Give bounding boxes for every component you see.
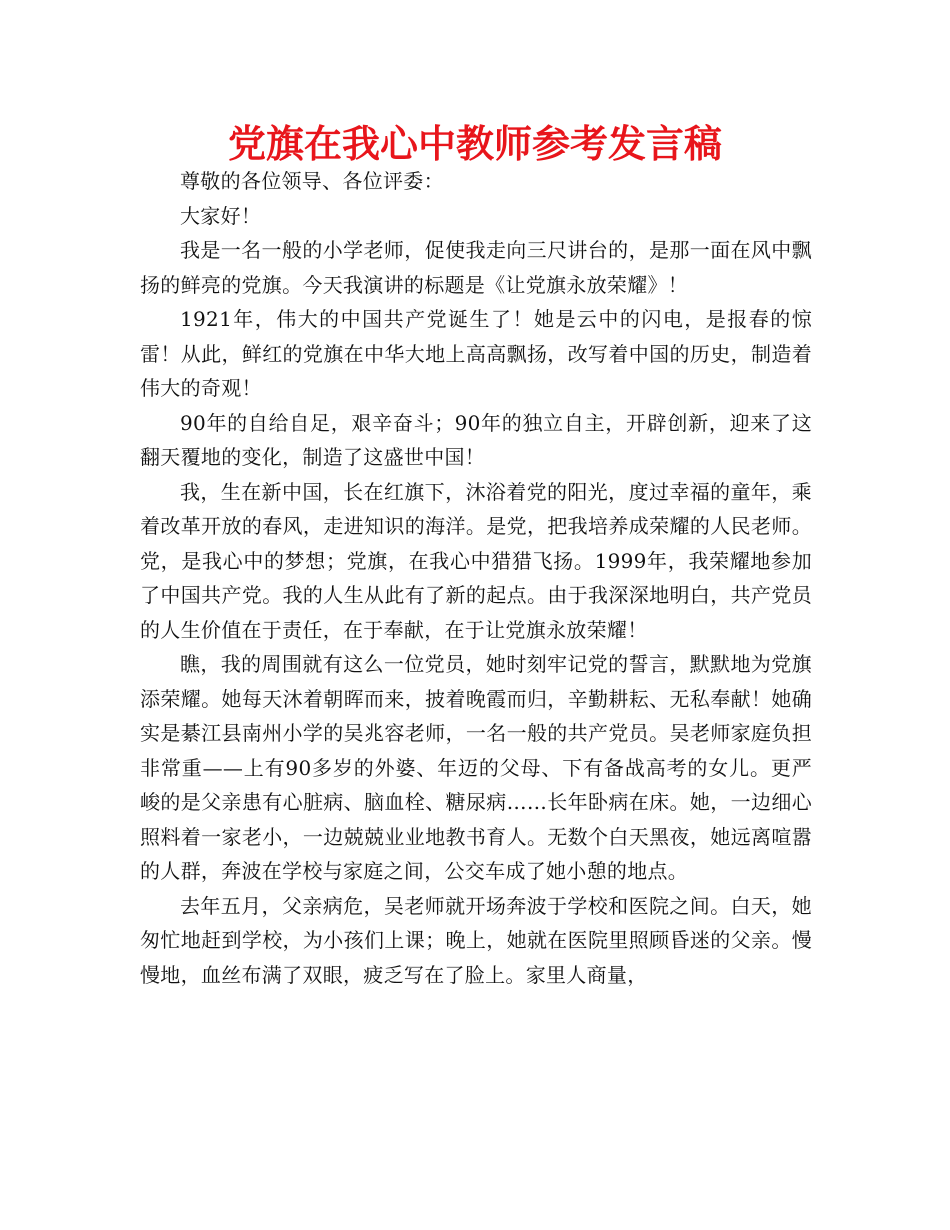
paragraph: 90年的自给自足，艰辛奋斗；90年的独立自主，开辟创新，迎来了这翻天覆地的变化，制造了这盛世中国！ (140, 410, 812, 469)
paragraph: 我，生在新中国，长在红旗下，沐浴着党的阳光，度过幸福的童年，乘着改革开放的春风，走进知识的海洋。是党，把我培养成荣耀的人民老师。党，是我心中的梦想；党旗，在我心中猎猎飞扬。1999年，我荣耀地参加了中国共产党。我的人生从此有了新的起点。由于我深深地明白，共产党员的人生价值在于责任，在于奉献，在于让党旗永放荣耀！ (140, 479, 812, 642)
paragraph-salutation: 尊敬的各位领导、各位评委： (180, 169, 444, 193)
paragraph: 瞧，我的周围就有这么一位党员，她时刻牢记党的誓言，默默地为党旗添荣耀。她每天沐着朝晖而来，披着晚霞而归，辛勤耕耘、无私奉献！她确实是綦江县南州小学的吴兆容老师，一名一般的共产党员。吴老师家庭负担非常重——上有90多岁的外婆、年迈的父母、下有备战高考的女儿。更严峻的是父亲患有心脏病、脑血栓、糖尿病……长年卧病在床。她，一边细心照料着一家老小，一边兢兢业业地教书育人。无数个白天黑夜，她远离喧嚣的人群，奔波在学校与家庭之间，公交车成了她小憩的地点。 (140, 652, 812, 883)
paragraph: 1921年，伟大的中国共产党诞生了！她是云中的闪电，是报春的惊雷！从此，鲜红的党旗在中华大地上高高飘扬，改写着中国的历史，制造着伟大的奇观！ (140, 307, 812, 400)
document-title: 党旗在我心中教师参考发言稿 (227, 122, 722, 166)
paragraph: 我是一名一般的小学老师，促使我走向三尺讲台的，是那一面在风中飘扬的鲜亮的党旗。今天我演讲的标题是《让党旗永放荣耀》！ (140, 238, 812, 297)
paragraph-greeting: 大家好！ (180, 203, 262, 228)
document-body (140, 164, 812, 992)
paragraph: 去年五月，父亲病危，吴老师就开场奔波于学校和医院之间。白天，她匆忙地赶到学校，为小孩们上课；晚上，她就在医院里照顾昏迷的父亲。慢慢地，血丝布满了双眼，疲乏写在了脸上。家里人商量， (140, 893, 812, 987)
